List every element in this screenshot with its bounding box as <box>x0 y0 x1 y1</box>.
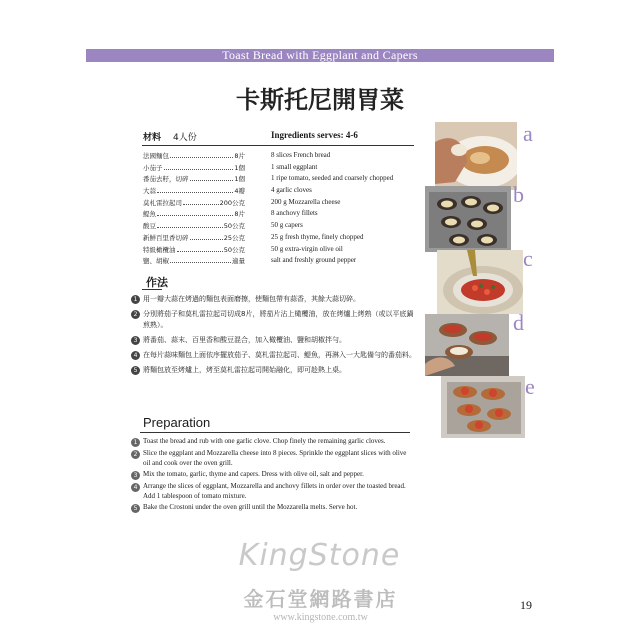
step-photos <box>425 122 555 440</box>
step-photo-a <box>435 122 517 190</box>
preparation-step-text: Slice the eggplant and Mozzarella cheese into 8 pieces. Sprinkle the eggplant slices with olive oil and cook over the oven grill. <box>143 449 407 467</box>
method-step <box>131 309 417 331</box>
ingredient-en-row: 1 small eggplant <box>271 162 318 171</box>
ingredient-cn-qty: 8片 <box>234 210 245 219</box>
ingredient-cn-qty: 50公克 <box>223 245 245 254</box>
ingredient-cn-row <box>143 255 245 267</box>
step-number-badge: 4 <box>131 483 140 492</box>
preparation-rule <box>140 432 410 433</box>
preparation-step <box>131 449 415 468</box>
ingredient-cn-qty: 50公克 <box>223 222 245 231</box>
ingredient-cn-qty: 200公克 <box>219 198 245 207</box>
ingredient-cn-row <box>143 197 245 209</box>
ingredient-cn-row <box>143 173 245 185</box>
watermark-url: www.kingstone.com.tw <box>273 612 368 623</box>
ingredients-en-heading: Ingredients serves: 4-6 <box>271 130 358 140</box>
step-number-badge: 5 <box>131 504 140 513</box>
ingredient-cn-row <box>143 185 245 197</box>
ingredient-cn-name: 酸豆 <box>143 222 156 231</box>
watermark-cn: 金石堂網路書店 <box>243 587 398 611</box>
method-step <box>131 294 417 305</box>
watermark-brand: KingStone <box>238 538 401 573</box>
step-photo-c <box>437 250 523 314</box>
method-step-text: 將麵包放至烤爐上，烤至莫札雷拉起司開始融化，即可趁熱上桌。 <box>143 366 346 374</box>
ingredient-en-row: 200 g Mozzarella cheese <box>271 197 341 206</box>
photo-label-b: b <box>513 182 524 207</box>
preparation-heading: Preparation <box>143 415 211 430</box>
method-step <box>131 365 417 376</box>
ingredient-cn-name: 法國麵包 <box>143 152 169 160</box>
preparation-steps <box>131 437 415 515</box>
preparation-step-text: Mix the tomato, garlic, thyme and capers. Dress with olive oil, salt and pepper. <box>143 470 364 478</box>
ingredient-cn-qty: 1個 <box>234 163 245 172</box>
ingredient-cn-row <box>143 232 245 244</box>
method-step-text: 在每片蒜味麵包上面依序擺放茄子、莫札雷拉起司、鯷魚，再淋入一大匙備勻的番茄料。 <box>143 351 416 359</box>
ingredient-en-row: 8 anchovy fillets <box>271 209 318 218</box>
preparation-step-text: Arrange the slices of eggplant, Mozzarella and anchovy fillets in order over the toasted bread. Add 1 tablespoon of tomato mixture. <box>143 482 406 500</box>
preparation-step-text: Toast the bread and rub with one garlic clove. Chop finely the remaining garlic cloves. <box>143 437 386 445</box>
step-number-badge: 4 <box>131 351 140 360</box>
ingredients-cn-label: 材料 <box>143 133 162 143</box>
ingredient-cn-row <box>143 208 245 220</box>
ingredient-cn-row <box>143 220 245 232</box>
ingredient-cn-row <box>143 162 245 174</box>
ingredient-en-row: 4 garlic cloves <box>271 186 312 195</box>
photo-label-d: d <box>513 310 524 335</box>
ingredient-en-row: 8 slices French bread <box>271 151 331 159</box>
ingredient-cn-qty: 25公克 <box>223 233 245 242</box>
photo-label-e: e <box>525 374 535 399</box>
method-step <box>131 350 417 361</box>
step-number-badge: 2 <box>131 450 140 459</box>
method-step-text: 分別將茄子和莫札雷拉起司切成8片，將茄片沾上橄欖油，放在烤爐上烤熟（或以平底鍋煎熟）。 <box>143 310 414 329</box>
preparation-step <box>131 482 415 501</box>
ingredients-cn-list <box>143 150 245 267</box>
ingredients-rule <box>142 145 414 146</box>
step-photo-d <box>425 314 509 376</box>
ingredient-en-row: 50 g capers <box>271 221 303 230</box>
ingredient-en-row: 50 g extra-virgin olive oil <box>271 244 343 253</box>
step-number-badge: 1 <box>131 295 140 304</box>
ingredients-en-list <box>271 150 421 267</box>
method-step <box>131 335 417 346</box>
ingredients-cn-heading <box>143 130 197 143</box>
ingredient-cn-name: 鯷魚 <box>143 210 156 219</box>
step-photo-e <box>441 376 525 438</box>
step-number-badge: 3 <box>131 471 140 480</box>
method-step-text: 用一瓣大蒜在烤過的麵包表面磨擦，使麵包帶有蒜香，其餘大蒜切碎。 <box>143 295 360 303</box>
ingredient-en-row: 1 ripe tomato, seeded and coarsely chopped <box>271 174 394 183</box>
ingredient-cn-name: 特級橄欖油 <box>143 245 176 254</box>
ingredient-cn-name: 鹽、胡椒 <box>143 257 169 266</box>
ingredient-cn-name: 番茄去籽，切碎 <box>143 175 189 184</box>
ingredient-en-row: 25 g fresh thyme, finely chopped <box>271 232 364 241</box>
step-number-badge: 2 <box>131 310 140 319</box>
ingredient-cn-name: 莫札雷拉起司 <box>143 198 182 207</box>
ingredient-cn-qty: 適量 <box>232 257 245 266</box>
ingredients-cn-serves: 4人份 <box>173 133 197 143</box>
step-number-badge: 1 <box>131 438 140 447</box>
photo-label-c: c <box>523 246 533 271</box>
ingredient-cn-qty: 8片 <box>234 152 245 160</box>
ingredient-cn-name: 大蒜 <box>143 187 156 196</box>
ingredient-en-row: salt and freshly ground pepper <box>271 256 357 265</box>
step-number-badge: 3 <box>131 336 140 345</box>
preparation-step <box>131 503 415 513</box>
ingredient-cn-name: 小茄子 <box>143 163 163 172</box>
page-number: 19 <box>520 598 532 612</box>
step-photo-b <box>425 186 511 252</box>
method-heading: 作法 <box>146 276 168 289</box>
method-step-text: 將番茄、蒜末、百里香和酸豆混合，加入橄欖油、鹽和胡椒拌勻。 <box>143 336 346 344</box>
preparation-step <box>131 437 415 447</box>
preparation-step-text: Bake the Crostoni under the oven grill until the Mozzarella melts. Serve hot. <box>143 503 358 511</box>
ingredient-cn-row <box>143 150 245 162</box>
ingredient-cn-row <box>143 244 245 256</box>
chinese-title: 卡斯托尼開胃菜 <box>236 86 404 114</box>
method-steps <box>131 294 417 380</box>
photo-label-a: a <box>523 121 533 146</box>
preparation-step <box>131 470 415 480</box>
recipe-title-banner: Toast Bread with Eggplant and Capers <box>86 49 554 62</box>
method-rule <box>142 289 162 290</box>
ingredient-cn-name: 新鮮百里香切碎 <box>143 233 189 242</box>
step-number-badge: 5 <box>131 366 140 375</box>
ingredient-cn-qty: 4瓣 <box>234 187 245 196</box>
ingredient-cn-qty: 1個 <box>234 175 245 184</box>
